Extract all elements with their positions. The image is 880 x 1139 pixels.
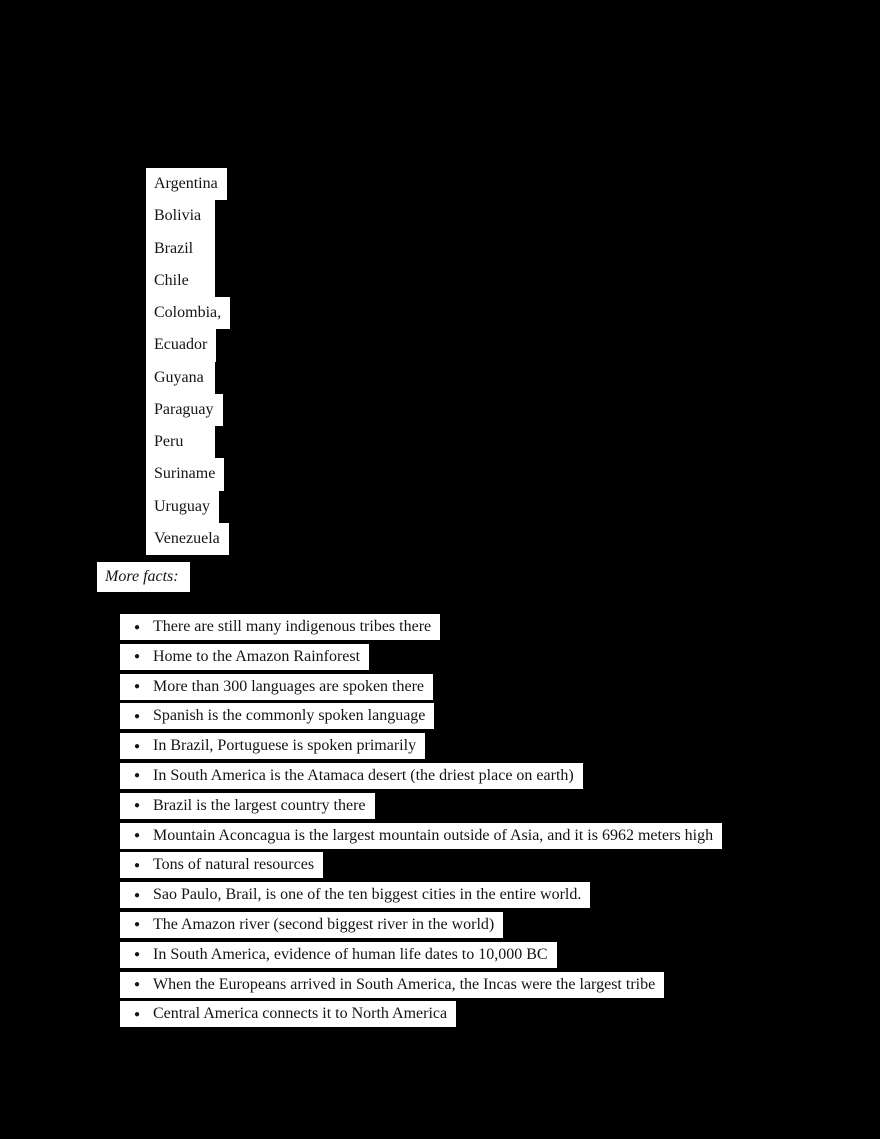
country-list-item [146, 394, 223, 426]
bullet-icon: ● [134, 919, 141, 931]
fact-text: Home to the Amazon Rainforest [153, 647, 361, 665]
bullet-icon: ● [134, 770, 141, 782]
fact-text: The Amazon river (second biggest river in the world) [153, 915, 495, 933]
fact-list-item [120, 1001, 456, 1027]
country-label: Ecuador [154, 336, 208, 354]
fact-text: More than 300 languages are spoken there [153, 677, 425, 695]
more-facts-label: More facts: [105, 568, 179, 585]
country-label: Guyana [154, 368, 204, 386]
bullet-icon: ● [134, 1008, 141, 1020]
fact-list-item [120, 972, 664, 998]
fact-list-item [120, 823, 722, 849]
country-list-item [146, 362, 215, 394]
fact-text: Spanish is the commonly spoken language [153, 707, 426, 725]
fact-list-item [120, 912, 503, 938]
fact-text: In Brazil, Portuguese is spoken primarily [153, 737, 417, 755]
fact-text: Mountain Aconcagua is the largest mountain outside of Asia, and it is 6962 meters high [153, 826, 714, 844]
bullet-icon: ● [134, 740, 141, 752]
country-list-item [146, 491, 219, 523]
country-list-item [146, 523, 229, 555]
country-label: Paraguay [154, 400, 214, 418]
fact-list-item [120, 614, 440, 640]
bullet-icon: ● [134, 800, 141, 812]
fact-text: Central America connects it to North America [153, 1005, 448, 1023]
more-facts-heading [97, 562, 190, 592]
country-list-item [146, 265, 215, 297]
fact-list-item [120, 644, 369, 670]
fact-text: When the Europeans arrived in South America, the Incas were the largest tribe [153, 975, 656, 993]
fact-list-item [120, 733, 425, 759]
country-label: Suriname [154, 465, 216, 483]
bullet-icon: ● [134, 830, 141, 842]
fact-text: There are still many indigenous tribes there [153, 618, 432, 635]
country-list-item [146, 233, 215, 265]
country-label: Colombia, [154, 304, 222, 321]
bullet-icon: ● [134, 949, 141, 961]
bullet-icon: ● [134, 979, 141, 991]
fact-list-item [120, 763, 583, 789]
bullet-icon: ● [134, 889, 141, 901]
country-list-item [146, 168, 227, 200]
fact-list-item [120, 942, 557, 968]
fact-list-item [120, 882, 590, 908]
country-list-item [146, 458, 224, 490]
fact-text: Sao Paulo, Brail, is one of the ten biggest cities in the entire world. [153, 886, 582, 904]
facts-list [120, 614, 722, 1031]
country-list [146, 168, 230, 555]
fact-list-item [120, 674, 433, 700]
fact-list-item [120, 852, 323, 878]
country-list-item [146, 329, 216, 361]
fact-text: In South America, evidence of human life dates to 10,000 BC [153, 945, 548, 963]
country-label: Brazil [154, 239, 194, 257]
country-label: Argentina [154, 175, 218, 192]
bullet-icon: ● [134, 681, 141, 693]
fact-text: In South America is the Atamaca desert (the driest place on earth) [153, 766, 574, 784]
fact-list-item [120, 793, 375, 819]
country-label: Peru [154, 433, 184, 450]
country-label: Chile [154, 271, 189, 289]
fact-list-item [120, 703, 434, 729]
bullet-icon: ● [134, 859, 141, 871]
fact-text: Tons of natural resources [153, 856, 315, 874]
bullet-icon: ● [134, 710, 141, 722]
country-label: Uruguay [154, 497, 210, 515]
bullet-icon: ● [134, 621, 141, 633]
country-label: Bolivia [154, 207, 202, 225]
country-list-item [146, 200, 215, 232]
country-list-item [146, 297, 230, 329]
bullet-icon: ● [134, 651, 141, 663]
fact-text: Brazil is the largest country there [153, 796, 366, 814]
country-list-item [146, 426, 215, 458]
country-label: Venezuela [154, 529, 220, 547]
